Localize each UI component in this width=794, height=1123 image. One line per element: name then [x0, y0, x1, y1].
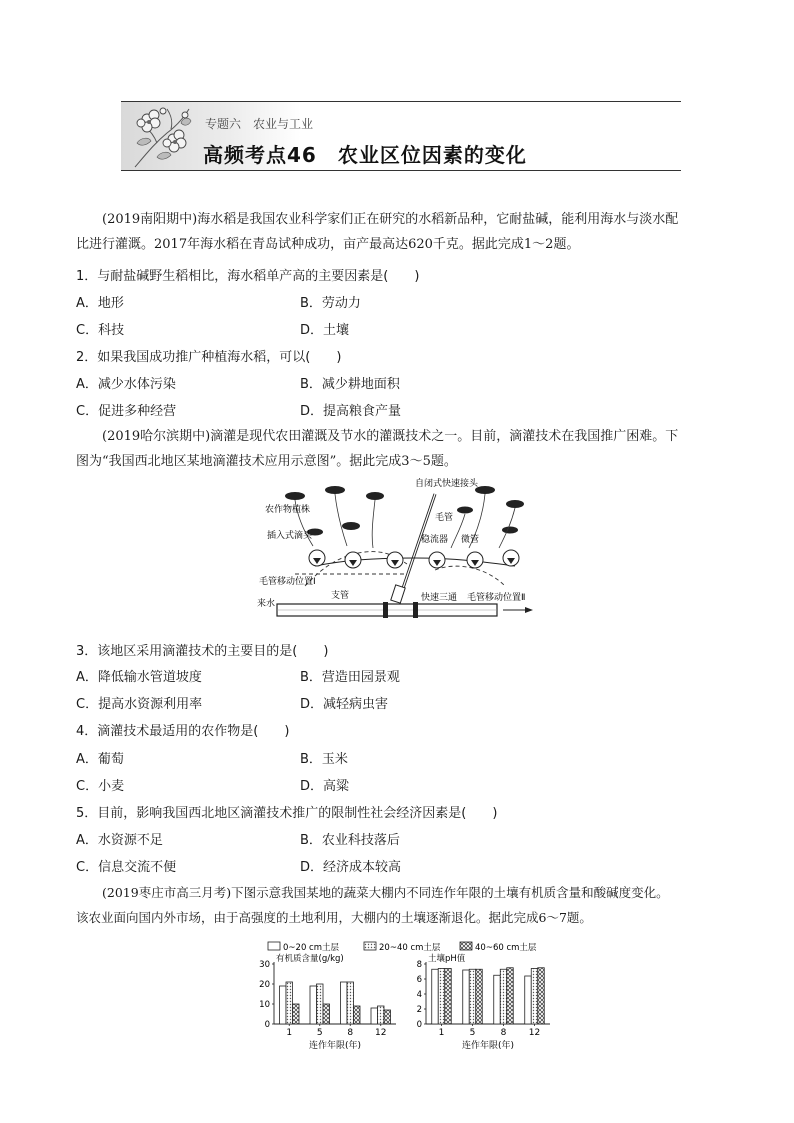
y-axis-label: 土壤pH值	[428, 954, 466, 964]
y-axis-label: 有机质含量(g/kg)	[276, 954, 344, 964]
question-5-option-b: B．农业科技落后	[300, 833, 400, 848]
y-tick-label: 8	[416, 960, 422, 970]
question-2-option-a: A．减少水体污染	[76, 377, 176, 392]
riser-pipe	[391, 494, 435, 603]
intro-2-line-1: (2019哈尔滨期中)滴灌是现代农田灌溉及节水的灌溉技术之一。目前，滴灌技术在我国推广困难。下	[102, 429, 679, 444]
bar	[280, 986, 287, 1024]
legend-label: 40~60 cm土层	[475, 943, 537, 953]
legend-swatch	[364, 942, 376, 950]
question-4-option-c: C．小麦	[76, 779, 125, 794]
question-5-stem: 5．目前，影响我国西北地区滴灌技术推广的限制性社会经济因素是( )	[76, 806, 498, 821]
x-tick-label: 8	[500, 1028, 507, 1038]
bar	[347, 982, 354, 1024]
question-2-option-d: D．提高粮食产量	[300, 404, 402, 419]
flower-illustration-icon	[127, 103, 193, 169]
y-tick-label: 0	[416, 1020, 422, 1030]
intro-3-line-1: (2019枣庄市高三月考)下图示意我国某地的蔬菜大棚内不同连作年限的土壤有机质含量和酸碱度变化。	[102, 885, 669, 900]
soil-charts	[250, 940, 560, 1052]
label-auto-joint: 自闭式快速接头	[415, 479, 479, 489]
label-plant: 农作物植株	[265, 505, 311, 515]
x-tick-label: 5	[469, 1028, 476, 1038]
y-tick-label: 6	[416, 975, 422, 985]
intro-1-line-1: (2019南阳期中)海水稻是我国农业科学家们正在研究的水稻新品种，它耐盐碱，能利用海水与淡水配	[102, 212, 679, 227]
bar	[500, 969, 507, 1024]
y-tick-label: 0	[264, 1020, 270, 1030]
header-subtitle: 专题六 农业与工业	[205, 117, 314, 131]
label-stabilizer: 稳流器	[421, 535, 449, 545]
x-tick-label: 12	[375, 1028, 387, 1038]
label-inserted-dripper: 插入式滴头	[267, 531, 313, 541]
question-1-option-b: B．劳动力	[300, 296, 361, 311]
question-1-option-a: A．地形	[76, 296, 124, 311]
question-4-option-b: B．玉米	[300, 752, 348, 767]
header-bottom-rule	[121, 170, 681, 171]
question-2-stem: 2．如果我国成功推广种植海水稻，可以( )	[76, 350, 342, 365]
legend-label: 20~40 cm土层	[379, 943, 441, 953]
bar	[476, 969, 483, 1024]
organic-matter-chart	[259, 953, 396, 1051]
question-3-option-c: C．提高水资源利用率	[76, 697, 203, 712]
bar	[445, 969, 452, 1025]
question-1-option-c: C．科技	[76, 323, 125, 338]
question-3-option-a: A．降低输水管道坡度	[76, 670, 202, 685]
bar	[371, 1008, 378, 1024]
bar	[317, 984, 324, 1024]
question-5-option-d: D．经济成本较高	[300, 860, 402, 875]
bar	[469, 969, 476, 1024]
y-tick-label: 10	[259, 1000, 270, 1010]
y-tick-label: 2	[416, 1005, 422, 1015]
main-pipe	[277, 602, 533, 618]
x-tick-label: 5	[316, 1028, 323, 1038]
question-1-option-d: D．土壤	[300, 323, 350, 338]
x-tick-label: 1	[438, 1028, 445, 1038]
x-axis-label: 连作年限(年)	[308, 1041, 362, 1051]
intro-2-line-2: 图为“我国西北地区某地滴灌技术应用示意图”。据此完成3～5题。	[76, 454, 457, 469]
legend-swatch	[268, 942, 280, 950]
bar	[341, 982, 348, 1024]
x-tick-label: 8	[347, 1028, 354, 1038]
label-water-inlet: 来水	[257, 599, 276, 609]
bar	[310, 986, 317, 1024]
intro-1-line-2: 比进行灌溉。2017年海水稻在青岛试种成功，亩产最高达620千克。据此完成1～2题。	[76, 237, 580, 252]
x-axis-label: 连作年限(年)	[461, 1041, 515, 1051]
legend-label: 0~20 cm土层	[283, 943, 340, 953]
question-4-option-a: A．葡萄	[76, 752, 124, 767]
bar	[494, 975, 501, 1024]
crop-plants	[285, 486, 524, 548]
bar	[463, 970, 470, 1024]
drip-irrigation-diagram	[255, 474, 545, 629]
bar	[507, 968, 514, 1024]
question-3-option-d: D．减轻病虫害	[300, 697, 389, 712]
legend-swatch	[460, 942, 472, 950]
bar	[286, 982, 293, 1024]
section-header	[121, 101, 681, 171]
label-micro-pipe: 微管	[461, 535, 480, 545]
question-5-option-a: A．水资源不足	[76, 833, 163, 848]
y-tick-label: 20	[259, 980, 270, 990]
label-capillary: 毛管	[435, 513, 454, 523]
bar	[432, 969, 439, 1024]
soil-ph-chart	[417, 953, 550, 1051]
label-branch-pipe: 支管	[331, 591, 350, 601]
question-4-stem: 4．滴灌技术最适用的农作物是( )	[76, 724, 290, 739]
y-tick-label: 4	[416, 990, 422, 1000]
bar	[384, 1010, 391, 1024]
chart-legend	[268, 942, 537, 953]
question-3-stem: 3．该地区采用滴灌技术的主要目的是( )	[76, 644, 329, 659]
x-tick-label: 1	[286, 1028, 293, 1038]
question-2-option-c: C．促进多种经营	[76, 404, 177, 419]
intro-paragraph-1	[76, 207, 716, 232]
question-1-stem: 1．与耐盐碱野生稻相比，海水稻单产高的主要因素是( )	[76, 269, 420, 284]
bar	[323, 1004, 330, 1024]
x-tick-label: 12	[528, 1028, 541, 1038]
label-quick-tee: 快速三通	[421, 593, 458, 603]
bar	[293, 1004, 300, 1024]
bar	[438, 969, 445, 1025]
bar	[354, 1006, 361, 1024]
bar	[378, 1006, 385, 1024]
y-tick-label: 30	[259, 960, 270, 970]
question-3-option-b: B．营造田园景观	[300, 670, 400, 685]
page-title: 高频考点46 农业区位因素的变化	[203, 143, 527, 167]
label-position-2: 毛管移动位置Ⅱ	[467, 593, 526, 603]
question-5-option-c: C．信息交流不便	[76, 860, 177, 875]
bar	[531, 969, 538, 1025]
bar	[538, 968, 545, 1024]
question-2-option-b: B．减少耕地面积	[300, 377, 400, 392]
intro-3-line-2: 该农业面向国内外市场，由于高强度的土地利用，大棚内的土壤逐渐退化。据此完成6～7题。	[76, 910, 592, 925]
bar	[525, 976, 532, 1024]
label-position-1: 毛管移动位置Ⅰ	[259, 577, 316, 587]
question-4-option-d: D．高粱	[300, 779, 350, 794]
